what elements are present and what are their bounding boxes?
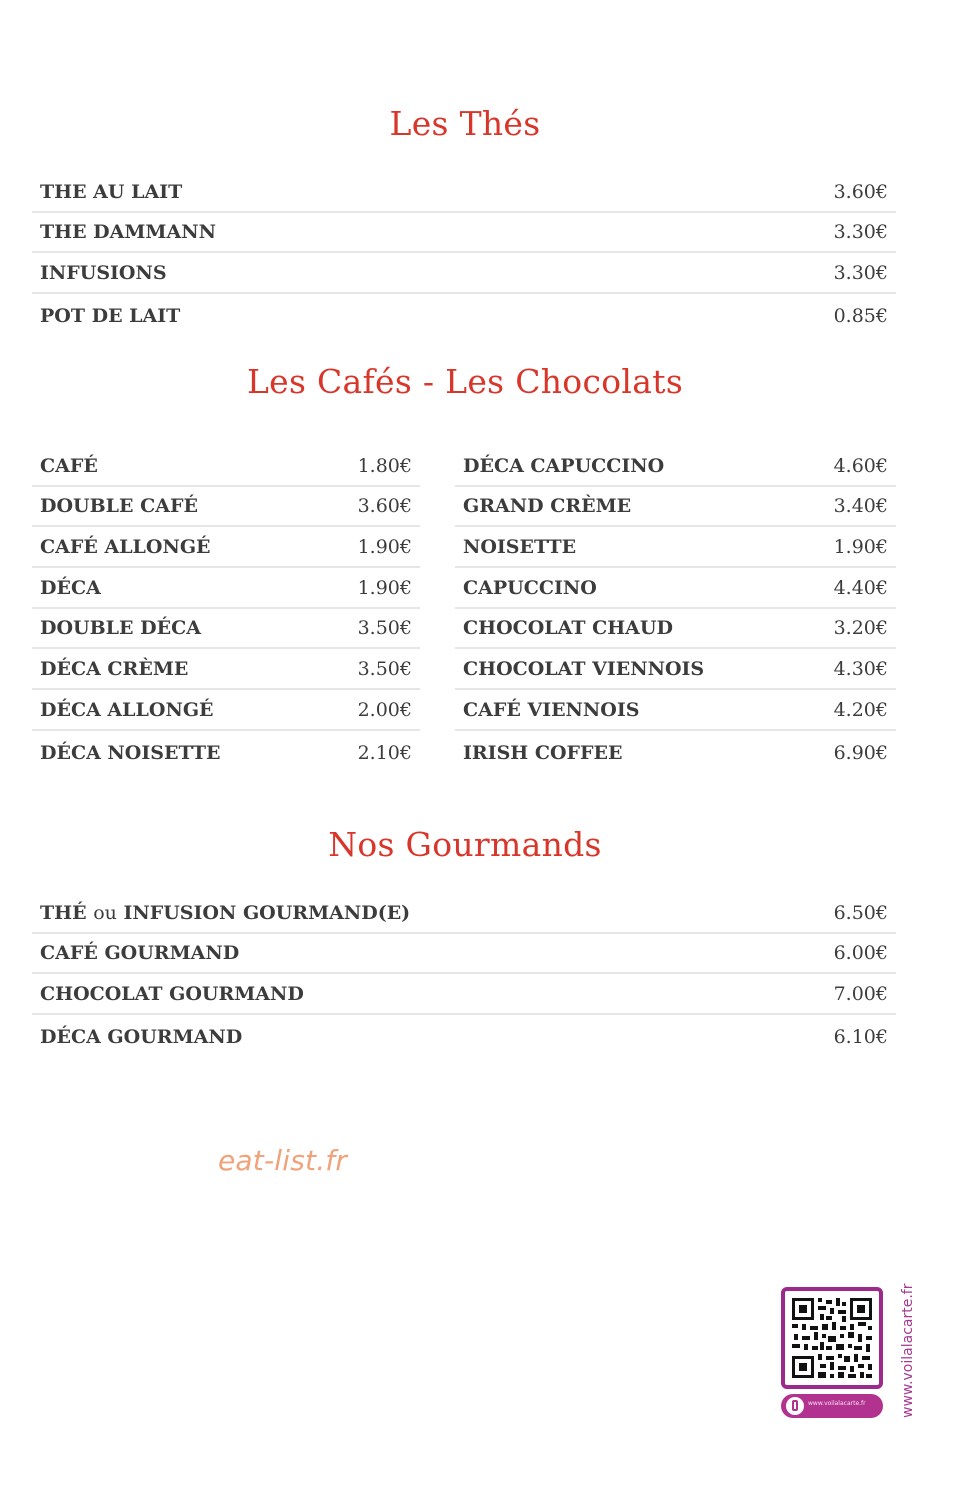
item-name: CAFÉ ALLONGÉ: [40, 536, 211, 559]
item-name: CAFÉ GOURMAND: [40, 942, 240, 965]
item-price: 6.50€: [833, 901, 888, 924]
item-price: 6.10€: [833, 1025, 888, 1048]
list-item: [32, 253, 896, 294]
pill-url-text: www.voilalacarte.fr: [808, 1400, 866, 1407]
cafes-list-right: [455, 446, 896, 772]
list-item: [455, 446, 896, 487]
list-item: [32, 609, 420, 650]
item-price: 2.10€: [357, 741, 412, 764]
item-name: GRAND CRÈME: [463, 495, 632, 518]
item-name: DOUBLE DÉCA: [40, 617, 201, 640]
qr-link-pill[interactable]: [781, 1394, 883, 1418]
section-title-gourmands: Nos Gourmands: [328, 825, 602, 864]
list-item: [32, 731, 420, 772]
list-item: [32, 649, 420, 690]
list-item: [455, 568, 896, 609]
item-name: INFUSIONS: [40, 262, 167, 285]
item-name-ou: ou: [93, 901, 117, 924]
phone-icon: [786, 1397, 804, 1415]
list-item: [455, 609, 896, 650]
item-name: CHOCOLAT VIENNOIS: [463, 658, 705, 681]
item-name: CAPUCCINO: [463, 576, 597, 599]
item-price: 3.60€: [833, 180, 888, 203]
item-price: 3.30€: [833, 221, 888, 244]
item-price: 4.30€: [833, 658, 888, 681]
item-name-part: THÉ: [40, 901, 94, 924]
item-price: 4.60€: [833, 454, 888, 477]
item-price: 6.90€: [833, 741, 888, 764]
item-price: 1.90€: [357, 576, 412, 599]
list-item: [32, 893, 896, 934]
item-price: 4.40€: [833, 576, 888, 599]
list-item: [32, 1015, 896, 1056]
item-name: DÉCA GOURMAND: [40, 1025, 243, 1048]
list-item: [455, 649, 896, 690]
list-item: [455, 527, 896, 568]
item-price: 6.00€: [833, 942, 888, 965]
item-name: CAFÉ: [40, 454, 98, 477]
list-item: [32, 974, 896, 1015]
list-item: [32, 487, 420, 528]
gourmands-list: [32, 893, 896, 1056]
item-name: CHOCOLAT GOURMAND: [40, 983, 304, 1006]
item-name: DÉCA NOISETTE: [40, 741, 221, 764]
item-name-part: INFUSION GOURMAND(E): [116, 901, 411, 924]
list-item: [455, 487, 896, 528]
item-name: DÉCA CRÈME: [40, 658, 189, 681]
list-item: [32, 527, 420, 568]
item-name: DÉCA ALLONGÉ: [40, 698, 214, 721]
list-item: [32, 690, 420, 731]
item-name: NOISETTE: [463, 536, 577, 559]
item-name: DOUBLE CAFÉ: [40, 495, 198, 518]
cafes-list-left: [32, 446, 420, 772]
item-price: 3.40€: [833, 495, 888, 518]
list-item: [32, 213, 896, 254]
list-item: [32, 294, 896, 335]
item-price: 4.20€: [833, 698, 888, 721]
qr-code-icon: [792, 1298, 872, 1378]
item-price: 7.00€: [833, 983, 888, 1006]
section-title-thes: Les Thés: [389, 104, 541, 143]
item-price: 0.85€: [833, 304, 888, 327]
item-price: 3.60€: [357, 495, 412, 518]
qr-code[interactable]: [781, 1287, 883, 1389]
item-price: 3.50€: [357, 617, 412, 640]
item-price: 3.20€: [833, 617, 888, 640]
item-price: 1.90€: [833, 536, 888, 559]
item-name: THE AU LAIT: [40, 180, 183, 203]
item-price: 3.30€: [833, 262, 888, 285]
item-name: [40, 902, 410, 924]
list-item: [32, 934, 896, 975]
list-item: [32, 172, 896, 213]
list-item: [32, 568, 420, 609]
item-price: 3.50€: [357, 658, 412, 681]
list-item: [455, 690, 896, 731]
item-name: CAFÉ VIENNOIS: [463, 698, 640, 721]
item-name: POT DE LAIT: [40, 304, 181, 327]
item-name: THE DAMMANN: [40, 221, 216, 244]
list-item: [455, 731, 896, 772]
side-url-text: www.voilalacarte.fr: [900, 1283, 916, 1418]
item-price: 1.80€: [357, 454, 412, 477]
thes-list: [32, 172, 896, 335]
item-price: 2.00€: [357, 698, 412, 721]
item-price: 1.90€: [357, 536, 412, 559]
watermark-text: eat-list.fr: [218, 1144, 348, 1177]
list-item: [32, 446, 420, 487]
item-name: IRISH COFFEE: [463, 741, 623, 764]
item-name: DÉCA CAPUCCINO: [463, 454, 665, 477]
item-name: DÉCA: [40, 576, 101, 599]
item-name: CHOCOLAT CHAUD: [463, 617, 673, 640]
section-title-cafes: Les Cafés - Les Chocolats: [246, 362, 684, 401]
